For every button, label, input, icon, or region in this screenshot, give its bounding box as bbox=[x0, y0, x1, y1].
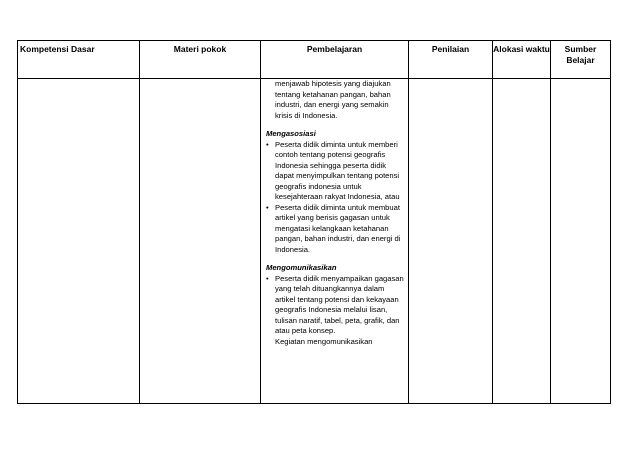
table-row bbox=[18, 79, 611, 404]
header-kompetensi-dasar: Kompetensi Dasar bbox=[18, 41, 140, 79]
cell-pembelajaran bbox=[261, 79, 409, 404]
lesson-plan-table bbox=[17, 40, 611, 404]
section-heading-mengomunikasikan: Mengomunikasikan bbox=[266, 263, 337, 272]
cell-kompetensi-dasar bbox=[18, 79, 140, 404]
list-item bbox=[266, 203, 404, 256]
list-item bbox=[266, 274, 404, 337]
bullet-icon: • bbox=[266, 139, 269, 149]
header-pembelajaran: Pembelajaran bbox=[261, 41, 409, 79]
list-item-text: Peserta didik diminta untuk memberi contoh tentang potensi geografis Indonesia sehingga peserta didik dapat menyimpulkan tentang potensi geografis indonesia untuk kesejahteraan rakyat Indonesia, atau bbox=[275, 139, 400, 201]
continued-paragraph: menjawab hipotesis yang diajukan tentang ketahanan pangan, bahan industri, dan energi yang semakin krisis di Indonesia. bbox=[275, 79, 391, 120]
cell-alokasi-waktu bbox=[493, 79, 551, 404]
bullet-icon: • bbox=[266, 202, 269, 212]
list-item-text: Peserta didik diminta untuk membuat artikel yang berisis gagasan untuk mengatasi kelangkaan ketahanan pangan, bahan industri, dan energi di Indonesia. bbox=[275, 202, 401, 254]
header-penilaian: Penilaian bbox=[409, 41, 493, 79]
list-item bbox=[266, 140, 404, 203]
list-item-text: Peserta didik menyampaikan gagasan yang telah dituangkannya dalam artikel tentang potensi dan kekayaan geografis Indonesia melalui lisan, tulisan naratif, tabel, peta, grafik, dan atau peta konsep. bbox=[275, 273, 404, 335]
trailing-paragraph: Kegiatan mengomunikasikan bbox=[275, 336, 373, 346]
cell-penilaian bbox=[409, 79, 493, 404]
header-sumber-belajar: Sumber Belajar bbox=[551, 41, 611, 79]
bullet-icon: • bbox=[266, 273, 269, 283]
table-header-row bbox=[18, 41, 611, 79]
mengomunikasikan-list bbox=[266, 274, 404, 337]
pembelajaran-content bbox=[261, 79, 408, 403]
header-materi-pokok: Materi pokok bbox=[140, 41, 261, 79]
section-heading-mengasosiasi: Mengasosiasi bbox=[266, 129, 316, 138]
cell-sumber-belajar bbox=[551, 79, 611, 404]
cell-materi-pokok bbox=[140, 79, 261, 404]
mengasosiasi-list bbox=[266, 140, 404, 256]
header-alokasi-waktu: Alokasi waktu bbox=[493, 41, 551, 79]
